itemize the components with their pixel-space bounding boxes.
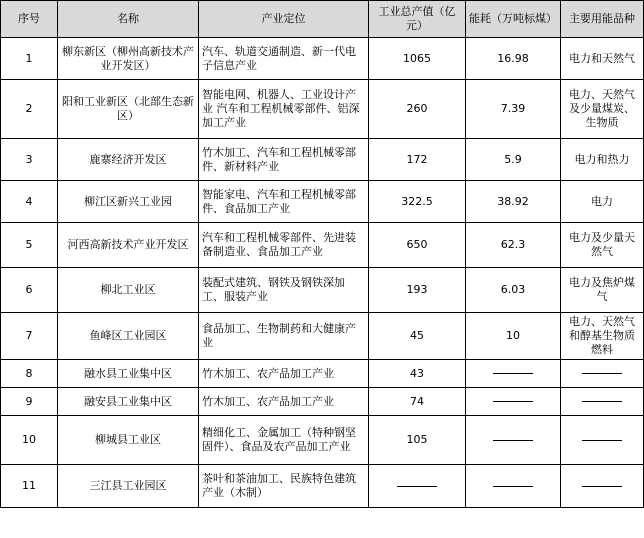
cell-position: 食品加工、生物制药和大健康产业 [199,313,369,360]
cell-output: 105 [369,416,466,465]
cell-name: 融水县工业集中区 [58,360,199,388]
cell-energy: 16.98 [466,38,561,80]
cell-no: 10 [1,416,58,465]
cell-no: 6 [1,268,58,313]
cell-output: 43 [369,360,466,388]
cell-no: 1 [1,38,58,80]
cell-output: 1065 [369,38,466,80]
cell-energy: 5.9 [466,139,561,181]
cell-fuel: 电力及焦炉煤气 [561,268,644,313]
cell-no: 9 [1,388,58,416]
empty-dash [397,486,437,487]
cell-output: 172 [369,139,466,181]
cell-name: 鹿寨经济开发区 [58,139,199,181]
cell-output: 260 [369,80,466,139]
cell-output [369,465,466,508]
cell-energy [466,360,561,388]
cell-position: 汽车和工程机械零部件、先进装备制造业、食品加工产业 [199,223,369,268]
cell-energy [466,416,561,465]
header-output: 工业总产值（亿元） [369,1,466,38]
cell-name: 柳北工业区 [58,268,199,313]
empty-dash [582,373,622,374]
cell-name: 柳东新区（柳州高新技术产业开发区） [58,38,199,80]
cell-output: 322.5 [369,181,466,223]
header-position: 产业定位 [199,1,369,38]
cell-name: 阳和工业新区（北部生态新区） [58,80,199,139]
cell-position: 竹木加工、农产品加工产业 [199,388,369,416]
table-row [1,416,644,465]
cell-fuel: 电力和天然气 [561,38,644,80]
table-row [1,139,644,181]
cell-output: 74 [369,388,466,416]
cell-no: 2 [1,80,58,139]
empty-dash [582,440,622,441]
table-row [1,388,644,416]
table-row [1,465,644,508]
cell-position: 智能电网、机器人、工业设计产业 汽车和工程机械零部件、铝深加工产业 [199,80,369,139]
cell-name: 鱼峰区工业园区 [58,313,199,360]
cell-position: 装配式建筑、钢铁及钢铁深加工、服装产业 [199,268,369,313]
empty-dash [493,440,533,441]
cell-position: 精细化工、金属加工（特种钢坚固件）、食品及农产品加工产业 [199,416,369,465]
header-row [1,1,644,38]
cell-energy: 38.92 [466,181,561,223]
cell-energy: 7.39 [466,80,561,139]
cell-fuel: 电力及少量天然气 [561,223,644,268]
cell-fuel: 电力 [561,181,644,223]
cell-energy: 6.03 [466,268,561,313]
cell-output: 45 [369,313,466,360]
empty-dash [582,486,622,487]
cell-name: 柳城县工业区 [58,416,199,465]
cell-no: 5 [1,223,58,268]
cell-position: 竹木加工、汽车和工程机械零部件、新材料产业 [199,139,369,181]
table-row [1,268,644,313]
table-row [1,38,644,80]
table-row [1,181,644,223]
cell-no: 4 [1,181,58,223]
cell-energy [466,388,561,416]
cell-fuel: 电力、天然气及少量煤炭、生物质 [561,80,644,139]
header-fuel: 主要用能品种 [561,1,644,38]
header-energy: 能耗（万吨标煤） [466,1,561,38]
cell-name: 融安县工业集中区 [58,388,199,416]
empty-dash [493,373,533,374]
cell-no: 8 [1,360,58,388]
empty-dash [582,401,622,402]
cell-no: 7 [1,313,58,360]
empty-dash [493,486,533,487]
table-row [1,80,644,139]
cell-fuel [561,360,644,388]
cell-fuel [561,465,644,508]
cell-output: 193 [369,268,466,313]
cell-fuel [561,416,644,465]
cell-name: 河西高新技术产业开发区 [58,223,199,268]
table-row [1,223,644,268]
header-name: 名称 [58,1,199,38]
table-row [1,360,644,388]
cell-position: 竹木加工、农产品加工产业 [199,360,369,388]
table-row [1,313,644,360]
table-body [1,38,644,508]
cell-energy: 10 [466,313,561,360]
cell-fuel: 电力和热力 [561,139,644,181]
cell-output: 650 [369,223,466,268]
cell-fuel: 电力、天然气和醇基生物质燃料 [561,313,644,360]
header-no: 序号 [1,1,58,38]
cell-name: 三江县工业园区 [58,465,199,508]
cell-no: 3 [1,139,58,181]
cell-position: 茶叶和茶油加工、民族特色建筑产业（木制） [199,465,369,508]
cell-energy: 62.3 [466,223,561,268]
cell-fuel [561,388,644,416]
cell-energy [466,465,561,508]
cell-no: 11 [1,465,58,508]
empty-dash [493,401,533,402]
cell-position: 智能家电、汽车和工程机械零部件、食品加工产业 [199,181,369,223]
cell-position: 汽车、轨道交通制造、新一代电子信息产业 [199,38,369,80]
cell-name: 柳江区新兴工业园 [58,181,199,223]
